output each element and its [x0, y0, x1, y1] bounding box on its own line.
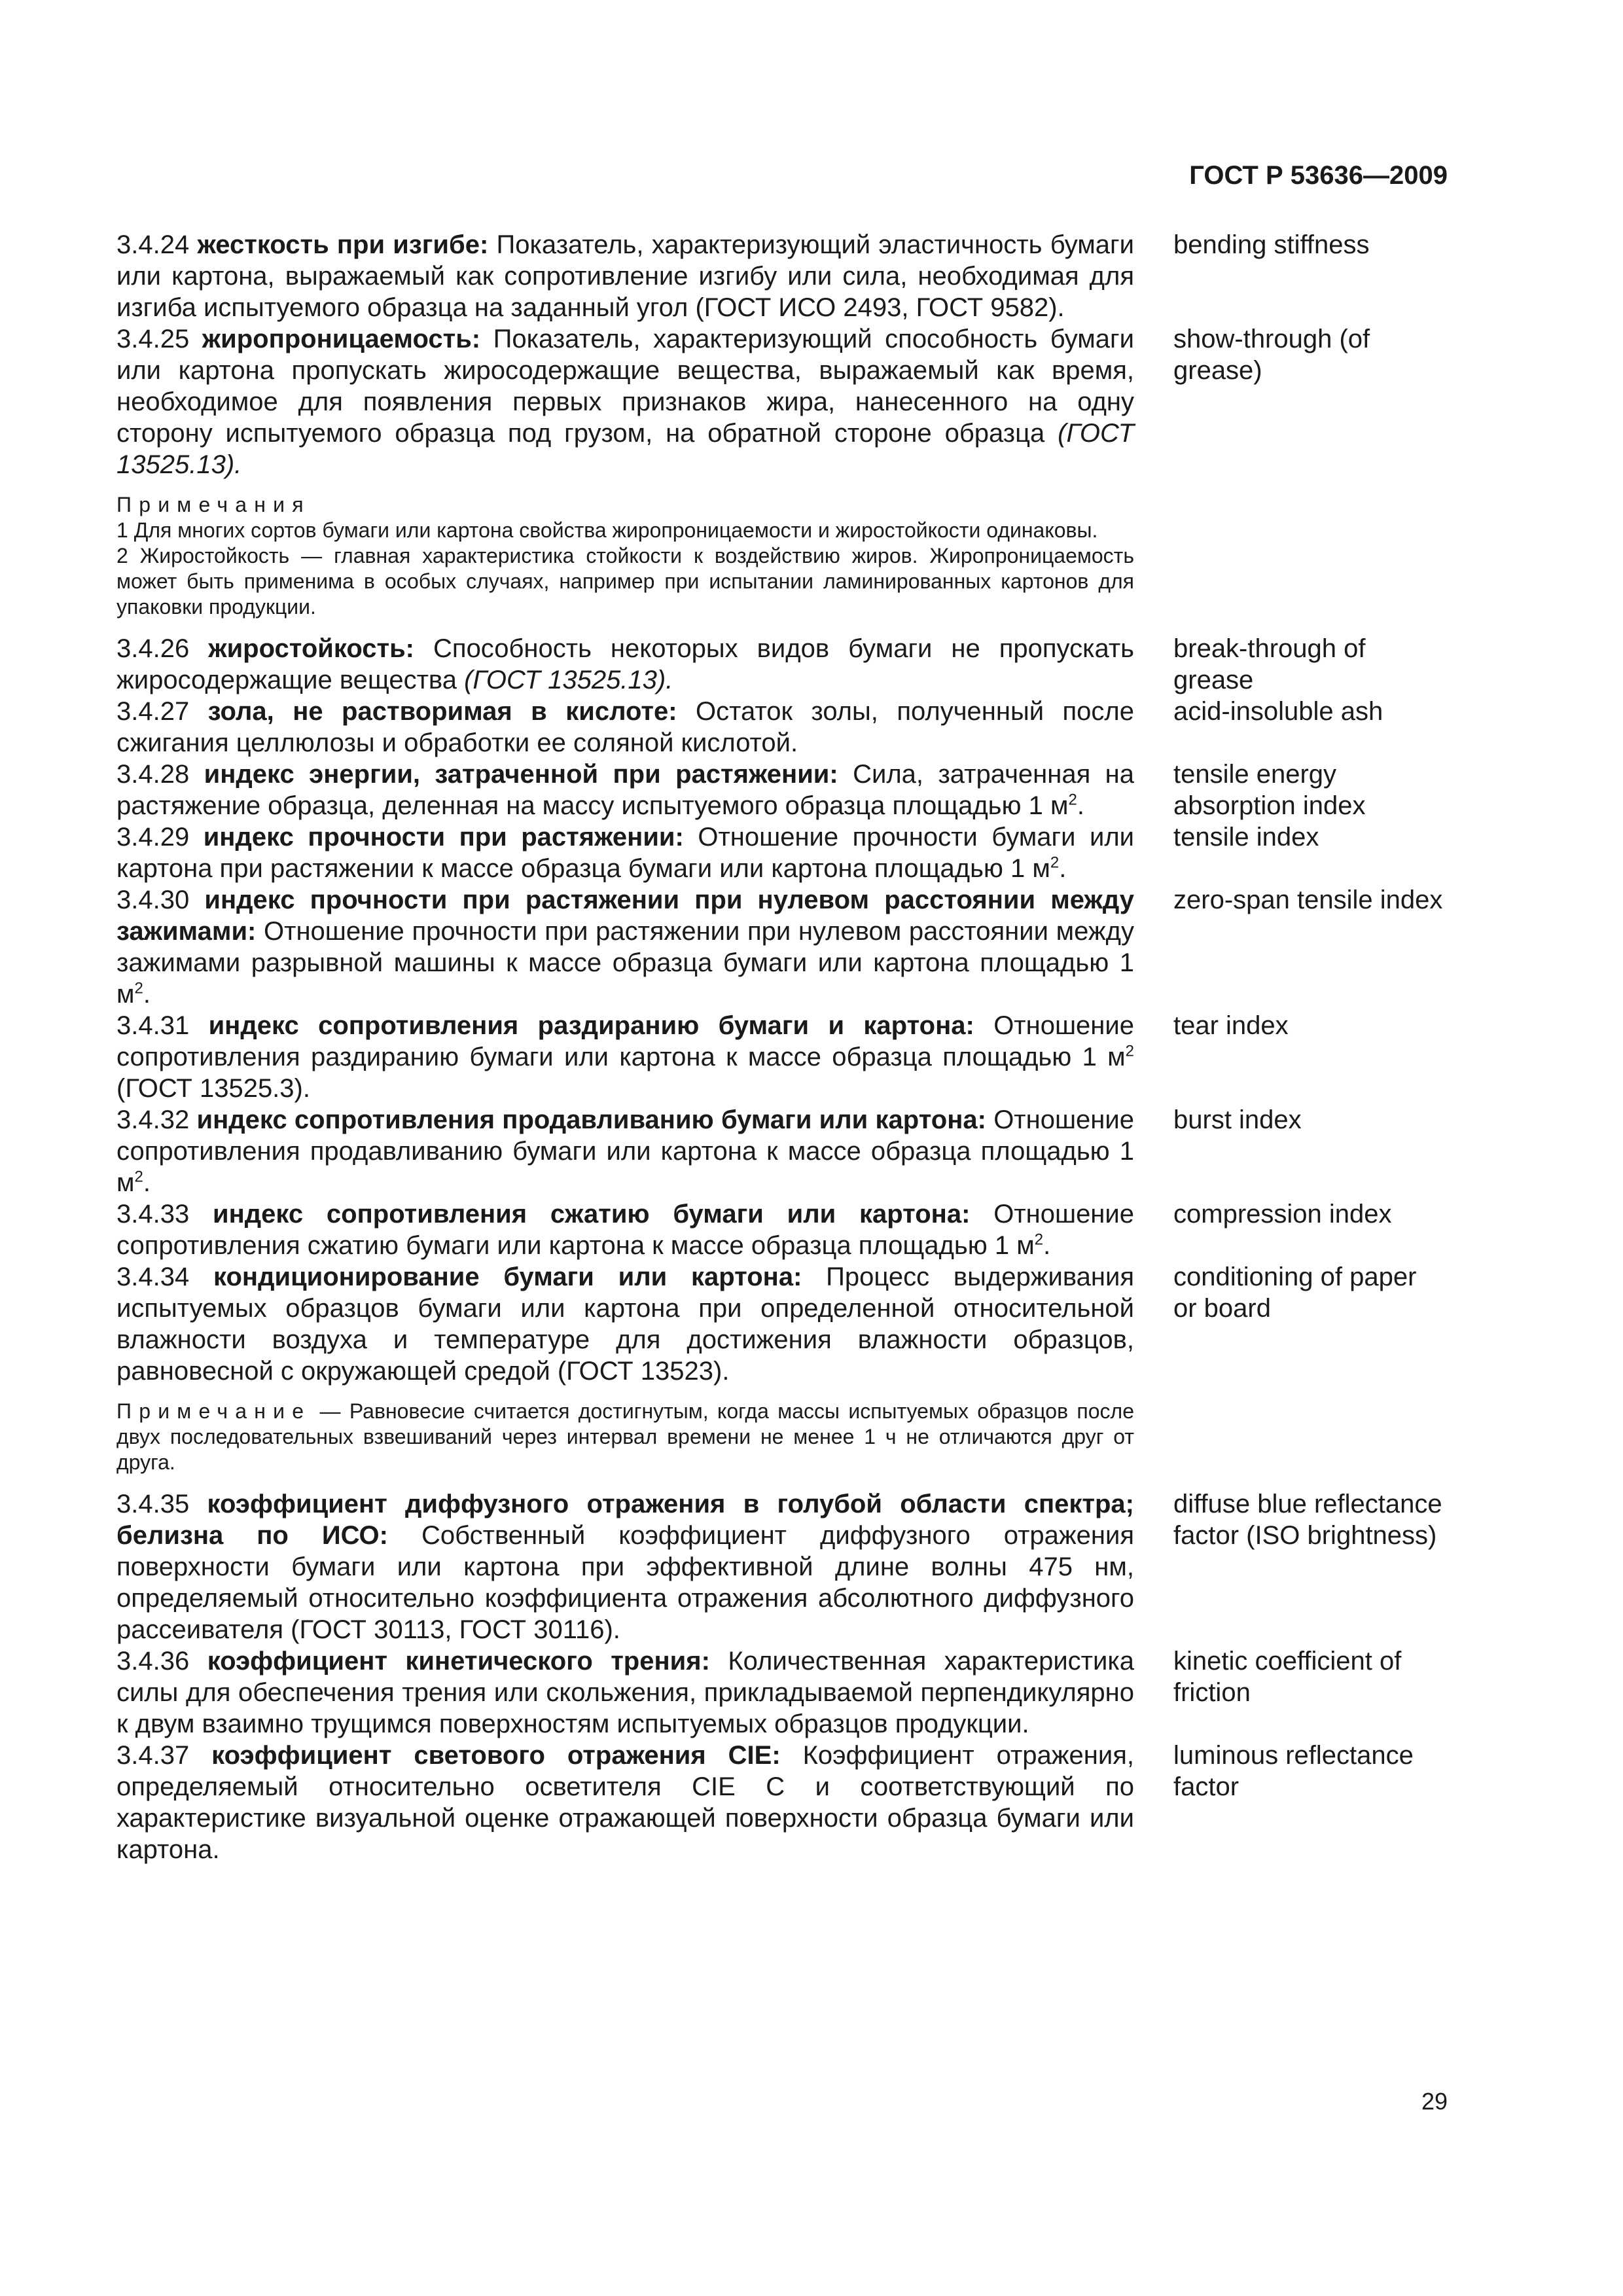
entry-english-term: conditioning of paper or board — [1173, 1263, 1417, 1323]
note-text: — Равновесие считается достигнутым, когда массы испытуемых образцов после двух последовательных взвешиваний через интервал времени не менее 1 ч не отличаются друг от друга. — [116, 1399, 1135, 1474]
entry-number: 3.4.25 — [116, 325, 190, 353]
entry-term: коэффициент светового отражения CIE: — [211, 1741, 781, 1770]
document-header: ГОСТ Р 53636—2009 — [1189, 161, 1448, 190]
entry-definition: Сила, затраченная на растяжение образца, деленная на массу испытуемого образца площадью 1 м — [116, 760, 1134, 820]
entry-number: 3.4.30 — [116, 886, 190, 914]
entry-3-4-28 — [116, 759, 1445, 821]
entry-number: 3.4.27 — [116, 697, 190, 726]
note-item-1: 1 Для многих сортов бумаги или картона свойства жиропроницаемости и жиростойкости одинаковы. — [116, 518, 1098, 542]
superscript: 2 — [134, 1168, 143, 1186]
page-number: 29 — [1421, 2088, 1448, 2115]
entry-definition: Отношение сопротивления продавливанию бумаги или картона к массе образца площадью 1 м — [116, 1105, 1134, 1197]
entry-3-4-25 — [116, 323, 1445, 480]
entry-reference: (ГОСТ 13525.13). — [464, 666, 673, 694]
entry-english-term: diffuse blue reflectance factor (ISO brightness) — [1173, 1490, 1442, 1550]
entry-term: индекс сопротивления раздиранию бумаги и картона: — [208, 1011, 974, 1040]
entry-number: 3.4.32 — [116, 1105, 190, 1134]
entry-3-4-24 — [116, 229, 1445, 323]
entry-number: 3.4.34 — [116, 1263, 190, 1291]
entry-definition: Отношение сопротивления сжатию бумаги или картона к массе образца площадью 1 м — [116, 1200, 1134, 1260]
note-block — [116, 1399, 1134, 1475]
entry-3-4-36 — [116, 1645, 1445, 1740]
entry-english-term: luminous reflectance factor — [1173, 1741, 1414, 1801]
superscript: 2 — [1050, 853, 1060, 872]
entry-term: жиропроницаемость: — [202, 325, 481, 353]
entry-definition: Способность некоторых видов бумаги не пропускать жиросодержащие вещества — [116, 634, 1134, 694]
entry-term: индекс энергии, затраченной при растяжении: — [204, 760, 838, 789]
note-item-2: 2 Жиростойкость — главная характеристика стойкости к воздействию жиров. Жиропроницаемость может быть применима в особых случаях, например при испытании ламинированных картонов для упаковки продукции. — [116, 544, 1134, 619]
entry-english-term: tensile index — [1173, 823, 1319, 852]
entry-tail: . — [143, 980, 151, 1009]
entry-definition: Отношение прочности при растяжении при нулевом расстоянии между зажимами разрывной машины к массе образца бумаги или картона площадью 1 м — [116, 917, 1134, 1009]
entry-term: индекс прочности при растяжении: — [203, 823, 684, 852]
entry-3-4-30 — [116, 884, 1445, 1010]
entry-definition: Количественная характеристика силы для обеспечения трения или скольжения, прикладываемой перпендикулярно к двум взаимно трущимся поверхностям испытуемых образцов продукции. — [116, 1647, 1134, 1738]
entry-term: коэффициент диффузного отражения в голубой области спектра; белизна по ИСО: — [116, 1490, 1134, 1550]
entry-3-4-33 — [116, 1198, 1445, 1261]
superscript: 2 — [1068, 791, 1077, 809]
entry-term: индекс сопротивления продавливанию бумаги или картона: — [196, 1105, 986, 1134]
entry-number: 3.4.29 — [116, 823, 190, 852]
entry-definition: Показатель, характеризующий эластичность бумаги или картона, выражаемый как сопротивление изгибу или сила, необходимая для изгиба испытуемого образца на заданный угол (ГОСТ ИСО 2493, ГОСТ 9582). — [116, 230, 1134, 322]
entry-english-term: show-through (of grease) — [1173, 325, 1370, 385]
entry-definition: Остаток золы, полученный после сжигания целлюлозы и обработки ее соляной кислотой. — [116, 697, 1134, 757]
entry-tail: . — [1077, 791, 1084, 820]
entry-term: жесткость при изгибе: — [197, 230, 489, 259]
entry-english-term: acid-insoluble ash — [1173, 697, 1383, 726]
entry-3-4-31 — [116, 1010, 1445, 1104]
entry-number: 3.4.24 — [116, 230, 190, 259]
entry-number: 3.4.26 — [116, 634, 190, 663]
superscript: 2 — [1125, 1042, 1134, 1060]
entry-3-4-32 — [116, 1104, 1445, 1198]
entry-definition: Отношение сопротивления раздиранию бумаги или картона к массе образца площадью 1 м — [116, 1011, 1134, 1071]
entry-tail: (ГОСТ 13525.3). — [116, 1074, 310, 1103]
notes-block — [116, 492, 1134, 620]
entry-english-term: break-through of grease — [1173, 634, 1366, 694]
entry-number: 3.4.31 — [116, 1011, 190, 1040]
superscript: 2 — [134, 979, 143, 997]
entry-tail: . — [1043, 1231, 1051, 1260]
entry-3-4-27 — [116, 696, 1445, 759]
entry-number: 3.4.36 — [116, 1647, 190, 1676]
entry-3-4-34 — [116, 1261, 1445, 1387]
entry-term: жиростойкость: — [208, 634, 414, 663]
entry-3-4-37 — [116, 1740, 1445, 1865]
entry-definition: Процесс выдерживания испытуемых образцов бумаги или картона при определенной относительной влажности воздуха и температуре для достижения влажности образцов, равновесной с окружающей средой (ГОСТ 13523). — [116, 1263, 1134, 1386]
document-body — [116, 229, 1445, 1865]
entry-english-term: kinetic coefficient of friction — [1173, 1647, 1402, 1707]
entry-term: индекс сопротивления сжатию бумаги или картона: — [213, 1200, 971, 1229]
entry-3-4-26 — [116, 633, 1445, 696]
entry-tail: . — [1059, 854, 1067, 883]
entry-3-4-35 — [116, 1488, 1445, 1645]
superscript: 2 — [1034, 1230, 1044, 1249]
entry-reference: (ГОСТ 13525.13). — [116, 419, 1134, 479]
entry-definition: Показатель, характеризующий способность бумаги или картона пропускать жиросодержащие вещества, выражаемый как время, необходимое для появления первых признаков жира, нанесенного на одну сторону испытуемого образца под грузом, на обратной стороне образца — [116, 325, 1134, 448]
entry-term: коэффициент кинетического трения: — [207, 1647, 710, 1676]
entry-definition: Собственный коэффициент диффузного отражения поверхности бумаги или картона при эффективной длине волны 475 нм, определяемый относительно коэффициента отражения абсолютного диффузного рассеивателя (ГОСТ 30113, ГОСТ 30116). — [116, 1521, 1135, 1644]
notes-heading: Примечания — [116, 493, 311, 516]
entry-term: кондиционирование бумаги или картона: — [213, 1263, 802, 1291]
note-heading: Примечание — [116, 1399, 312, 1423]
entry-number: 3.4.35 — [116, 1490, 190, 1518]
entry-tail: . — [143, 1168, 151, 1197]
entry-english-term: zero-span tensile index — [1173, 886, 1443, 914]
entry-3-4-29 — [116, 821, 1445, 884]
entry-term: зола, не растворимая в кислоте: — [207, 697, 677, 726]
entry-english-term: tear index — [1173, 1011, 1289, 1040]
entry-english-term: bending stiffness — [1173, 230, 1370, 259]
entry-number: 3.4.28 — [116, 760, 190, 789]
entry-definition: Отношение прочности бумаги или картона при растяжении к массе образца бумаги или картона площадью 1 м — [116, 823, 1134, 883]
entry-english-term: compression index — [1173, 1200, 1392, 1229]
entry-number: 3.4.33 — [116, 1200, 190, 1229]
entry-term: индекс прочности при растяжении при нулевом расстоянии между зажимами: — [116, 886, 1134, 946]
entry-definition: Коэффициент отражения, определяемый относительно осветителя CIE C и соответствующий по характеристике визуальной оценке отражающей поверхности образца бумаги или картона. — [116, 1741, 1135, 1864]
entry-english-term: tensile energy absorption index — [1173, 760, 1366, 820]
entry-number: 3.4.37 — [116, 1741, 190, 1770]
entry-english-term: burst index — [1173, 1105, 1302, 1134]
